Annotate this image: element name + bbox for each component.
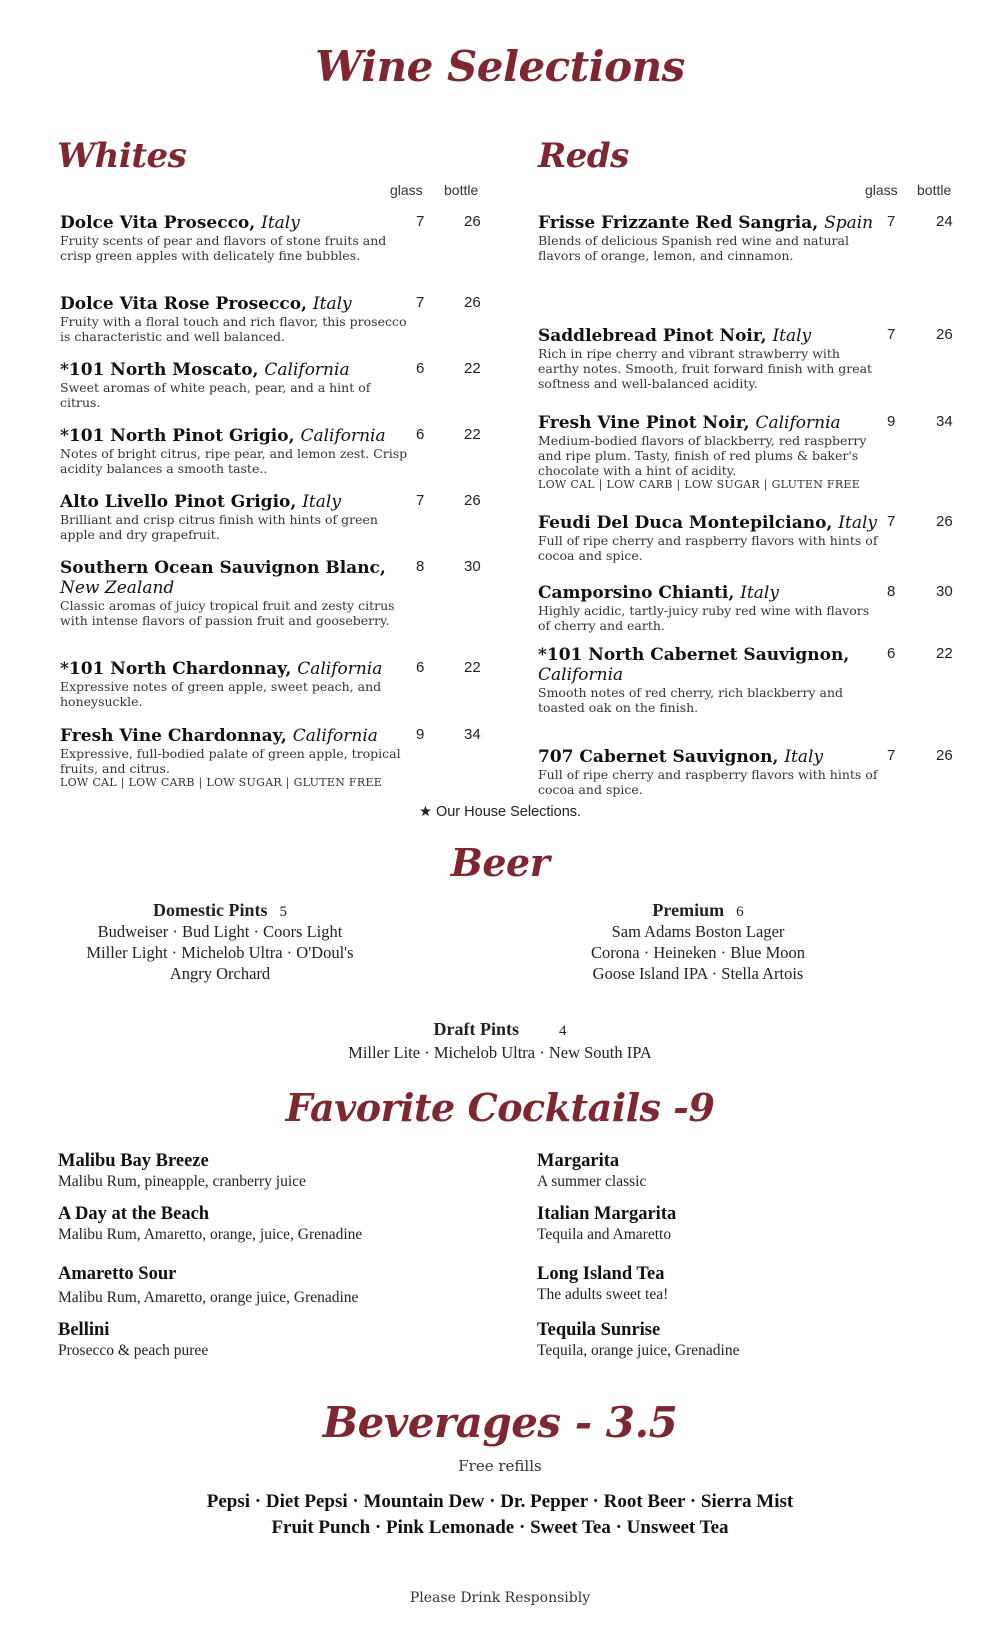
wine-description: Blends of delicious Spanish red wine and natural flavors of orange, lemon, and cinnamon. <box>538 233 849 263</box>
wine-name <box>60 659 408 679</box>
premium-heading <box>548 900 848 921</box>
cocktail-name: Bellini <box>58 1320 110 1340</box>
wine-region: Italy <box>784 747 824 767</box>
wine-name-text: *101 North Chardonnay, <box>60 659 292 679</box>
wine-item <box>60 558 481 628</box>
wine-description: Highly acidic, tartly-juicy ruby red wine with flavors of cherry and earth. <box>538 603 870 633</box>
wine-name-text: *101 North Moscato, <box>60 360 259 380</box>
page-title: Wine Selections <box>315 42 685 91</box>
wine-description: Medium-bodied flavors of blackberry, red raspberry and ripe plum. Tasty, finish of red plums & baker's chocolate with a hint of acidity. <box>538 433 867 478</box>
glass-price: 7 <box>887 513 896 530</box>
bottle-price: 22 <box>936 645 953 662</box>
beverages-title: Beverages - 3.5 <box>322 1398 678 1447</box>
beer-title: Beer <box>450 840 550 885</box>
wine-name-text: *101 North Pinot Grigio, <box>60 426 295 446</box>
glass-price: 7 <box>887 326 896 343</box>
premium-price: 6 <box>736 904 744 920</box>
bottle-price: 26 <box>936 747 953 764</box>
bottle-price: 26 <box>936 513 953 530</box>
wine-item <box>60 360 481 410</box>
wine-name-text: *101 North Cabernet Sauvignon, <box>538 645 850 665</box>
wine-region: Italy <box>261 213 300 233</box>
glass-price: 9 <box>887 413 896 430</box>
bottle-price: 30 <box>936 583 953 600</box>
house-selections-note: ★ Our House Selections. <box>418 804 582 820</box>
beer-line: Corona · Heineken · Blue Moon <box>591 943 805 962</box>
beer-line: Angry Orchard <box>169 964 271 983</box>
wine-name <box>60 426 408 446</box>
bottle-price: 34 <box>936 413 953 430</box>
cocktail-name: Amaretto Sour <box>58 1264 177 1284</box>
wine-region: Italy <box>838 513 877 533</box>
wine-region: Italy <box>772 326 812 346</box>
wine-item <box>60 726 481 790</box>
cocktail-desc: Tequila and Amaretto <box>537 1226 672 1243</box>
cocktail-item <box>58 1264 358 1307</box>
bottle-price: 34 <box>464 726 481 743</box>
cocktail-name: Long Island Tea <box>537 1264 665 1284</box>
wine-region: California <box>755 413 841 433</box>
wine-item <box>538 747 953 797</box>
cocktail-name: Margarita <box>537 1151 620 1171</box>
glass-price: 7 <box>887 213 896 230</box>
cocktails-title: Favorite Cocktails -9 <box>285 1085 715 1130</box>
beer-line: Miller Lite · Michelob Ultra · New South IPA <box>348 1043 652 1062</box>
bottle-price: 24 <box>936 213 953 230</box>
wine-name-text: Fresh Vine Pinot Noir, <box>538 413 750 433</box>
wine-name <box>60 360 408 380</box>
wine-name-text: Southern Ocean Sauvignon Blanc, <box>60 558 386 578</box>
wine-name-text: Dolce Vita Rose Prosecco, <box>60 294 307 314</box>
glass-header: glass <box>865 182 898 198</box>
wine-region: Spain <box>824 213 874 233</box>
draft-pints-block <box>300 1019 700 1063</box>
wine-name-text: Dolce Vita Prosecco, <box>60 213 256 233</box>
wine-item <box>60 213 481 263</box>
wine-name <box>60 558 408 598</box>
bottle-price: 22 <box>464 659 481 676</box>
footer-note: Please Drink Responsibly <box>409 1590 591 1606</box>
domestic-pints-label: Domestic Pints <box>153 900 268 920</box>
wine-region: California <box>264 360 350 380</box>
wine-description: Fruity scents of pear and flavors of stone fruits and crisp green apples with delicately fine bubbles. <box>60 233 387 263</box>
wine-item <box>60 426 481 476</box>
wine-description: Fruity with a floral touch and rich flavor, this prosecco is characteristic and well balanced. <box>60 314 407 344</box>
cocktail-name: Malibu Bay Breeze <box>58 1151 209 1171</box>
wine-name-text: Alto Livello Pinot Grigio, <box>60 492 297 512</box>
wine-name <box>538 747 879 767</box>
beverages-line-1: Pepsi · Diet Pepsi · Mountain Dew · Dr. Pepper · Root Beer · Sierra Mist <box>206 1491 794 1512</box>
cocktail-desc: Prosecco & peach puree <box>58 1342 209 1359</box>
wine-region: New Zealand <box>60 578 175 598</box>
wine-name <box>538 413 879 433</box>
wine-name <box>538 645 879 685</box>
reds-title: Reds <box>538 136 629 176</box>
wine-description: Full of ripe cherry and raspberry flavors with hints of cocoa and spice. <box>538 767 878 797</box>
wine-name <box>60 213 408 233</box>
wine-description: Smooth notes of red cherry, rich blackberry and toasted oak on the finish. <box>538 685 844 715</box>
bottle-price: 22 <box>464 426 481 443</box>
wine-description: Brilliant and crisp citrus finish with hints of green apple and dry grapefruit. <box>60 512 378 542</box>
draft-pints-price: 4 <box>558 1023 567 1039</box>
cocktail-desc: Malibu Rum, Amaretto, orange, juice, Grenadine <box>58 1226 363 1243</box>
glass-price: 7 <box>887 747 896 764</box>
cocktail-desc: The adults sweet tea! <box>537 1286 669 1303</box>
wine-item <box>60 294 481 344</box>
wine-region: California <box>292 726 378 746</box>
bottle-price: 30 <box>464 558 481 575</box>
cocktail-name: Italian Margarita <box>537 1204 677 1224</box>
wine-name <box>538 326 879 346</box>
bottle-header: bottle <box>917 182 952 198</box>
cocktail-name: Tequila Sunrise <box>537 1320 661 1340</box>
glass-price: 7 <box>416 492 425 509</box>
wine-tags: LOW CAL | LOW CARB | LOW SUGAR | GLUTEN FREE <box>538 478 861 491</box>
glass-price: 7 <box>416 213 425 230</box>
wine-description: Expressive notes of green apple, sweet peach, and honeysuckle. <box>60 679 382 709</box>
draft-pints-heading <box>300 1019 700 1040</box>
cocktail-item <box>58 1204 362 1244</box>
wine-description: Sweet aromas of white peach, pear, and a hint of citrus. <box>60 380 371 410</box>
bottle-price: 26 <box>464 213 481 230</box>
wine-name <box>60 294 408 314</box>
cocktail-item <box>58 1320 208 1360</box>
beer-line: Miller Light · Michelob Ultra · O'Doul's <box>86 943 354 962</box>
glass-price: 6 <box>887 645 896 662</box>
glass-price: 9 <box>416 726 425 743</box>
whites-title: Whites <box>57 136 187 176</box>
glass-price: 7 <box>416 294 425 311</box>
wine-name-text: Frisse Frizzante Red Sangria, <box>538 213 819 233</box>
wine-region: California <box>297 659 383 679</box>
wine-description: Notes of bright citrus, ripe pear, and lemon zest. Crisp acidity balances a smooth taste.. <box>60 446 408 476</box>
beer-line: Goose Island IPA · Stella Artois <box>592 964 804 983</box>
wine-item <box>538 645 953 715</box>
beverages-subtitle: Free refills <box>458 1457 542 1475</box>
wine-description: Rich in ripe cherry and vibrant strawberry with earthy notes. Smooth, fruit forward finish with great softness and well-balanced acidity. <box>538 346 873 391</box>
wine-item <box>538 413 953 492</box>
wine-description: Expressive, full-bodied palate of green apple, tropical fruits, and citrus. <box>60 746 401 776</box>
wine-name-text: Feudi Del Duca Montepilciano, <box>538 513 833 533</box>
draft-pints-label: Draft Pints <box>433 1019 519 1039</box>
cocktail-item <box>537 1320 739 1360</box>
cocktail-item <box>537 1264 668 1304</box>
cocktail-item <box>537 1204 676 1244</box>
beer-line: Sam Adams Boston Lager <box>611 922 785 941</box>
bottle-price: 22 <box>464 360 481 377</box>
wine-region: California <box>538 665 624 685</box>
bottle-header: bottle <box>444 182 479 198</box>
domestic-pints-heading <box>70 900 370 921</box>
wine-name <box>538 213 879 233</box>
premium-block <box>548 900 848 984</box>
wine-region: California <box>300 426 386 446</box>
wine-region: Italy <box>312 294 352 314</box>
wine-name <box>538 513 879 533</box>
glass-price: 6 <box>416 659 425 676</box>
beer-line: Budweiser · Bud Light · Coors Light <box>97 922 343 941</box>
glass-price: 6 <box>416 426 425 443</box>
cocktail-desc: Malibu Rum, Amaretto, orange juice, Grenadine <box>58 1289 359 1306</box>
wine-item <box>60 492 481 542</box>
cocktail-item <box>58 1151 306 1191</box>
wine-region: Italy <box>740 583 779 603</box>
wine-item <box>538 583 953 633</box>
glass-price: 8 <box>887 583 896 600</box>
wine-name <box>60 492 408 512</box>
wine-item <box>538 326 953 391</box>
wine-description: Full of ripe cherry and raspberry flavors with hints of cocoa and spice. <box>538 533 878 563</box>
cocktail-desc: Tequila, orange juice, Grenadine <box>537 1342 740 1359</box>
glass-header: glass <box>390 182 423 198</box>
cocktail-desc: Malibu Rum, pineapple, cranberry juice <box>58 1173 306 1190</box>
glass-price: 8 <box>416 558 425 575</box>
wine-item <box>538 213 953 263</box>
bottle-price: 26 <box>464 492 481 509</box>
wine-name <box>538 583 879 603</box>
beverages-line-2: Fruit Punch · Pink Lemonade · Sweet Tea · Unsweet Tea <box>271 1517 729 1538</box>
wine-name-text: Fresh Vine Chardonnay, <box>60 726 287 746</box>
wine-region: Italy <box>302 492 341 512</box>
wine-item <box>60 659 481 709</box>
domestic-pints-price: 5 <box>279 904 287 920</box>
cocktail-name: A Day at the Beach <box>58 1204 210 1224</box>
wine-tags: LOW CAL | LOW CARB | LOW SUGAR | GLUTEN FREE <box>60 776 383 789</box>
wine-name-text: 707 Cabernet Sauvignon, <box>538 747 779 767</box>
wine-name-text: Camporsino Chianti, <box>538 583 735 603</box>
premium-label: Premium <box>652 900 725 920</box>
glass-price: 6 <box>416 360 425 377</box>
bottle-price: 26 <box>464 294 481 311</box>
wine-item <box>538 513 953 563</box>
wine-name-text: Saddlebread Pinot Noir, <box>538 326 767 346</box>
wine-name <box>60 726 408 746</box>
cocktail-item <box>537 1151 646 1191</box>
domestic-pints-block <box>70 900 370 984</box>
bottle-price: 26 <box>936 326 953 343</box>
cocktail-desc: A summer classic <box>537 1173 647 1190</box>
wine-description: Classic aromas of juicy tropical fruit and zesty citrus with intense flavors of passion fruit and gooseberry. <box>60 598 395 628</box>
